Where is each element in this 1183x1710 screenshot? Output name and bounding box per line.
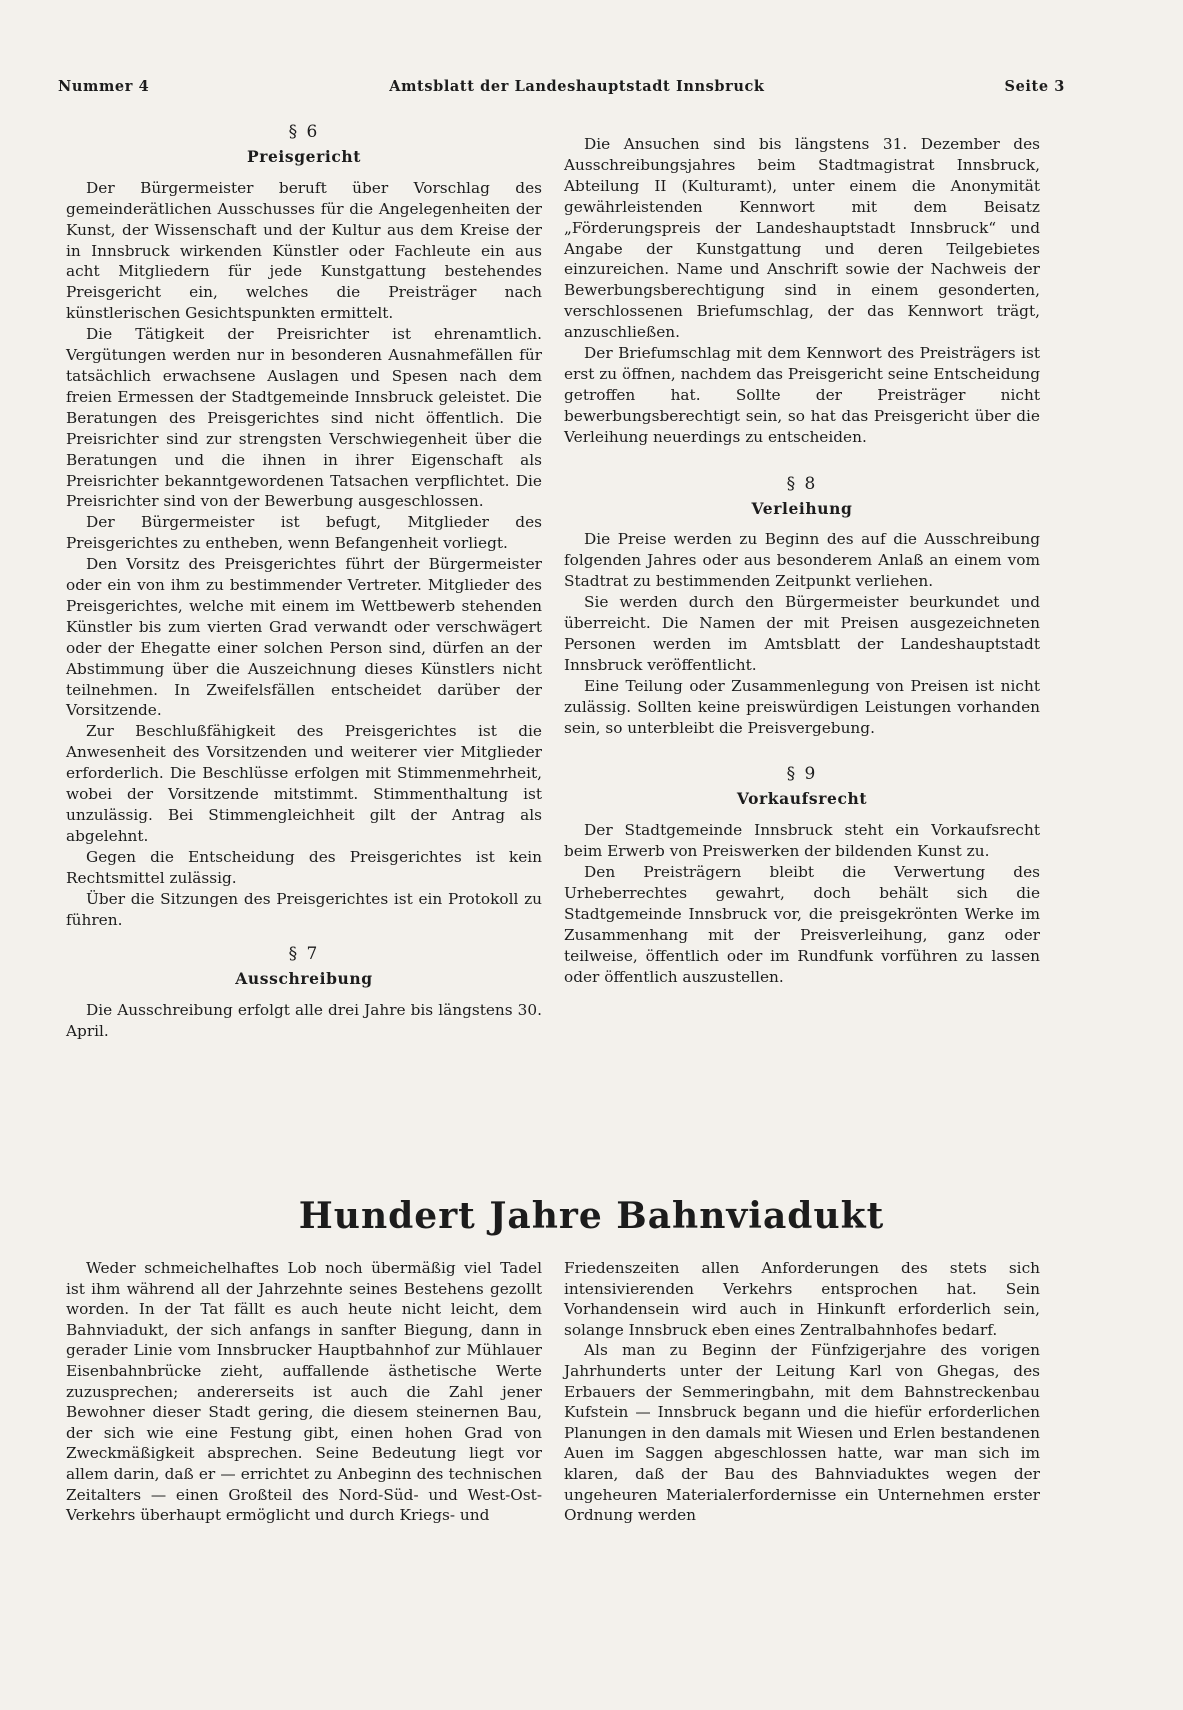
- paragraph: Sie werden durch den Bürgermeister beurkundet und überreicht. Die Namen der mit Preisen ausgezeichneten Personen werden im Amtsblatt der Landeshauptstadt Innsbruck veröffentlicht.: [564, 593, 1040, 674]
- paragraph: Den Vorsitz des Preisgerichtes führt der Bürgermeister oder ein von ihm zu bestimmender Vertreter. Mitglieder des Preisgerichtes, welche mit einem im Wettbewerb stehenden Künstler bis zum vierten Grad verwandt oder verschwägert oder der Ehegatte einer solchen Person sind, dürfen an der Abstimmung über die Auszeichnung dieses Künstlers nicht teilnehmen. In Zweifelsfällen entscheidet darüber der Vorsitzende.: [66, 555, 542, 720]
- section-6-number: § 6: [288, 122, 320, 142]
- article-title: Hundert Jahre Bahnviadukt: [298, 1195, 885, 1237]
- paragraph: Die Tätigkeit der Preisrichter ist ehrenamtlich. Vergütungen werden nur in besonderen Ausnahmefällen für tatsächlich erwachsene Auslagen und Spesen nach dem freien Ermessen der Stadtgemeinde Innsbruck geleistet. Die Beratungen des Preisgerichtes sind nicht öffentlich. Die Preisrichter sind zur strengsten Verschwiegenheit über die Beratungen und die ihnen in ihrer Eigenschaft als Preisrichter bekanntgewordenen Tatsachen verpflichtet. Die Preisrichter sind von der Bewerbung ausgeschlossen.: [66, 325, 542, 511]
- paragraph: Über die Sitzungen des Preisgerichtes ist ein Protokoll zu führen.: [66, 889, 542, 929]
- section-9-number: § 9: [786, 764, 818, 785]
- article-left-column: [66, 1258, 542, 1526]
- left-column: [66, 122, 542, 1042]
- paragraph: Der Stadtgemeinde Innsbruck steht ein Vorkaufsrecht beim Erwerb von Preiswerken der bildenden Kunst zu.: [564, 821, 1040, 861]
- page-header: [58, 78, 1065, 95]
- paragraph: Den Preisträgern bleibt die Verwertung des Urheberrechtes gewahrt, doch behält sich die Stadtgemeinde Innsbruck vor, die preisgekrönten Werke im Zusammenhang mit der Preisverleihung, ganz oder teilweise, öffentlich oder im Rundfunk vorführen zu lassen oder öffentlich auszustellen.: [564, 863, 1040, 986]
- paragraph: Der Bürgermeister ist befugt, Mitglieder des Preisgerichtes zu entheben, wenn Befangenheit vorliegt.: [66, 513, 542, 553]
- paragraph: Der Briefumschlag mit dem Kennwort des Preisträgers ist erst zu öffnen, nachdem das Preisgericht seine Entscheidung getroffen hat. Sollte der Preisträger nicht bewerbungsberechtigt sein, so hat das Preisgericht über die Verleihung neuerdings zu entscheiden.: [564, 344, 1040, 446]
- paragraph: Die Ansuchen sind bis längstens 31. Dezember des Ausschreibungsjahres beim Stadtmagistrat Innsbruck, Abteilung II (Kulturamt), unter einem die Anonymität gewährleistenden Kennwort mit dem Beisatz „Förderungspreis der Landeshauptstadt Innsbruck“ und Angabe der Kunstgattung und deren Teilgebietes einzureichen. Name und Anschrift sowie der Nachweis der Bewerbungsberechtigung sind in einem gesonderten, verschlossenen Briefumschlag, der das Kennwort trägt, anzuschließen.: [564, 135, 1040, 342]
- section-8-number: § 8: [786, 473, 818, 494]
- section-6-heading: Preisgericht: [246, 146, 362, 166]
- issue-number: Nummer 4: [58, 78, 150, 95]
- paragraph: Weder schmeichelhaftes Lob noch übermäßig viel Tadel ist ihm während all der Jahrzehnte seines Bestehens gezollt worden. In der Tat fällt es auch heute nicht leicht, dem Bahnviadukt, der sich anfangs in sanfter Biegung, dann in gerader Linie vom Innsbrucker Hauptbahnhof zur Mühlauer Eisenbahnbrücke zieht, auffallende ästhetische Werte zuzusprechen; andererseits ist auch die Zahl jener Bewohner dieser Stadt gering, die diesem steinernen Bau, der sich wie eine Festung gibt, einen hohen Grad von Zweckmäßigkeit absprechen. Seine Bedeutung liegt vor allem darin, daß er — errichtet zu Anbeginn des technischen Zeitalters — einen Großteil des Nord-Süd- und West-Ost-Verkehrs überhaupt ermöglicht und durch Kriegs- und: [66, 1259, 542, 1525]
- paragraph: Die Ausschreibung erfolgt alle drei Jahre bis längstens 30. April.: [66, 1001, 542, 1041]
- page-number: Seite 3: [1004, 78, 1065, 95]
- section-8-heading: Verleihung: [751, 498, 853, 518]
- right-column: [564, 134, 1040, 988]
- section-7-heading: Ausschreibung: [235, 969, 373, 989]
- section-9-heading: Vorkaufsrecht: [736, 789, 868, 809]
- paragraph: Die Preise werden zu Beginn des auf die Ausschreibung folgenden Jahres oder aus besonderem Anlaß an einem vom Stadtrat zu bestimmenden Zeitpunkt verliehen.: [564, 530, 1040, 591]
- paragraph: Zur Beschlußfähigkeit des Preisgerichtes ist die Anwesenheit des Vorsitzenden und weiterer vier Mitglieder erforderlich. Die Beschlüsse erfolgen mit Stimmenmehrheit, wobei der Vorsitzende mitstimmt. Stimmenthaltung ist unzulässig. Bei Stimmengleichheit gilt der Antrag als abgelehnt.: [66, 722, 542, 845]
- section-7-number: § 7: [288, 944, 320, 965]
- paragraph: Als man zu Beginn der Fünfzigerjahre des vorigen Jahrhunderts unter der Leitung Karl von Ghegas, des Erbauers der Semmeringbahn, mit dem Bahnstreckenbau Kufstein — Innsbruck begann und die hiefür erforderlichen Planungen in den damals mit Wiesen und Erlen bestandenen Auen im Saggen abgeschlossen hatte, war man sich im klaren, daß der Bau des Bahnviaduktes wegen der ungeheuren Materialerfordernisse ein Unternehmen erster Ordnung werden: [564, 1341, 1040, 1525]
- publication-title: Amtsblatt der Landeshauptstadt Innsbruck: [389, 78, 765, 95]
- article-right-column: [564, 1258, 1040, 1526]
- paragraph: Eine Teilung oder Zusammenlegung von Preisen ist nicht zulässig. Sollten keine preiswürdigen Leistungen vorhanden sein, so unterbleibt die Preisvergebung.: [564, 676, 1040, 737]
- paragraph: Der Bürgermeister beruft über Vorschlag des gemeinderätlichen Ausschusses für die Angelegenheiten der Kunst, der Wissenschaft und der Kultur aus dem Kreise der in Innsbruck wirkenden Künstler oder Fachleute ein aus acht Mitgliedern für jede Kunstgattung bestehendes Preisgericht ein, welches die Preisträger nach künstlerischen Gesichtspunkten ermittelt.: [66, 178, 542, 323]
- paragraph: Gegen die Entscheidung des Preisgerichtes ist kein Rechtsmittel zulässig.: [66, 847, 542, 887]
- paragraph: Friedenszeiten allen Anforderungen des stets sich intensivierenden Verkehrs entsprochen hat. Sein Vorhandensein wird auch in Hinkunft erforderlich sein, solange Innsbruck eben eines Zentralbahnhofes bedarf.: [564, 1259, 1040, 1339]
